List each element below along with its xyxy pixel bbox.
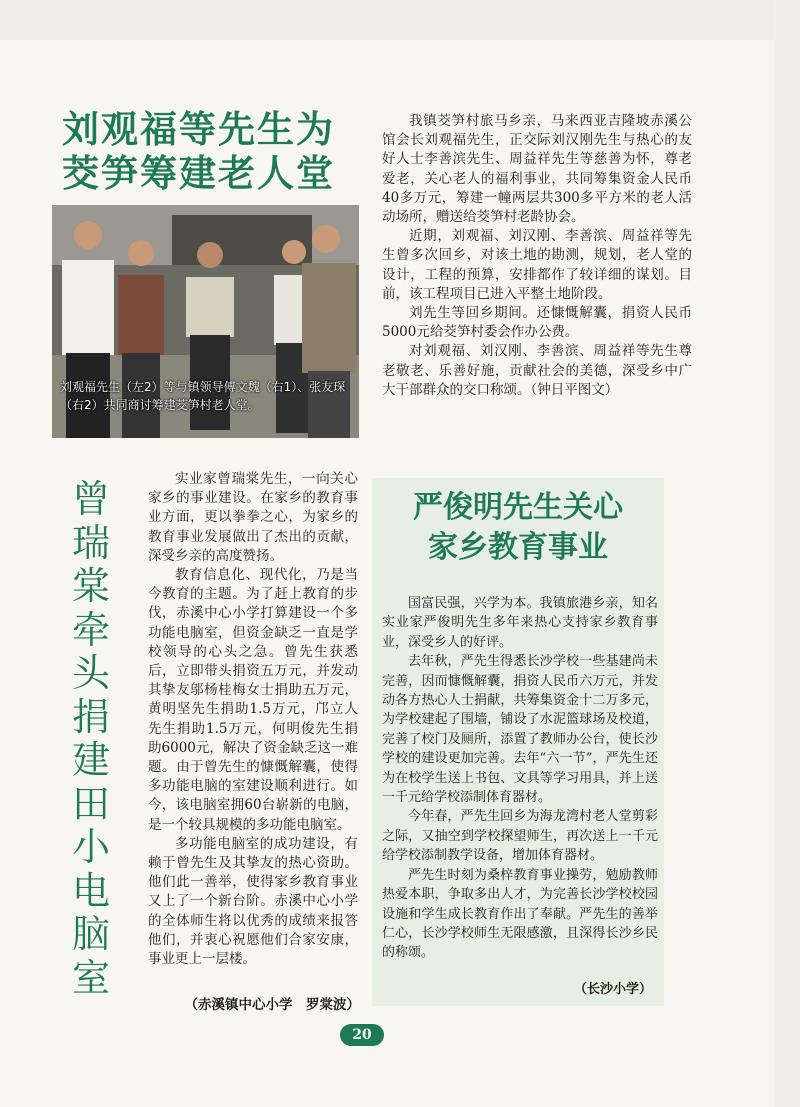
article3-paragraph: 去年秋，严先生得悉长沙学校一些基建尚未完善，因而慷慨解囊，捐资人民币六万元，并发动各方热心人士捐献，共筹集资金十二万多元，为学校建起了围墙，铺设了水泥篮球场及校道，完善了校门及厕所，添置了教师办公台，使长沙学校的建设更加完善。去年“六一节”，严先生还为在校学生送上书包、文具等学习用具，并上送一千元给学校添制体育器材。 [382, 654, 658, 806]
article3-paragraph: 今年春，严先生回乡为海龙湾村老人堂剪彩之际，又抽空到学校探望师生，再次送上一千元给学校添制教学设备，增加体育器材。 [382, 809, 658, 864]
article3-body [382, 594, 658, 963]
article2-title-char: 瑞 [71, 520, 110, 565]
article2-title-char: 曾 [71, 477, 110, 521]
article1-title-line: 茭笋筹建老人堂 [62, 152, 335, 195]
article3-paragraph: 国富民强，兴学为本。我镇旅港乡亲，知名实业家严俊明先生多年来热心支持家乡教育事业，深受乡人的好评。 [382, 596, 658, 650]
article1-body [382, 112, 692, 400]
article2-title-char: 小 [71, 825, 110, 869]
article1-title-line: 刘观福等先生为 [62, 108, 335, 151]
article3-signature: （长沙小学） [573, 982, 652, 997]
article3-title [372, 488, 664, 568]
article1-title [62, 108, 362, 196]
article1-paragraph: 近期，刘观福、刘汉刚、李善滨、周益祥等先生曾多次回乡，对该土地的勘测，规划，老人堂的设计，工程的预算，安排都作了较详细的谋划。目前，该工程项目已进入平整土地阶段。 [382, 228, 692, 302]
page-right-band [774, 0, 800, 1107]
article2-paragraph: 教育信息化、现代化，乃是当今教育的主题。为了赶上教育的步伐，赤溪中心小学打算建设一个多功能电脑室，但资金缺乏一直是学校领导的心头之急。曾先生获悉后，立即带头捐资五万元，并发动其挚友邬杨桂梅女士捐助五万元，黄明坚先生捐助1.5万元，邝立人先生捐助1.5万元，何明俊先生捐助6000元，解决了资金缺乏这一难题。由于曾先生的慷慨解囊，使得多功能电脑的室建设顺利进行。如今，该电脑室拥60台崭新的电脑，是一个较具规模的多功能电脑室。 [148, 567, 358, 833]
article2-title-char: 电 [71, 868, 110, 913]
article2-signature: （赤溪镇中心小学 罗棠波） [184, 997, 360, 1013]
article2-title-char: 头 [71, 651, 110, 695]
article2-title-char: 脑 [71, 912, 110, 956]
article2-title-char: 捐 [71, 694, 110, 739]
article2-paragraph: 多功能电脑室的成功建设，有赖于曾先生及其挚友的热心资助。他们此一善举，使得家乡教育事业又上了一个新台阶。赤溪中心小学的全体师生将以优秀的成绩来报答他们，并衷心祝愿他们合家安康，事业更上一层楼。 [148, 835, 358, 968]
article2-body [148, 470, 358, 969]
article1-paragraph: 对刘观福、刘汉刚、李善滨、周益祥等先生尊老敬老、乐善好施，贡献社会的美德，深受乡中广大干部群众的交口称颂。（钟日平图文） [382, 343, 692, 398]
article1-paragraph: 我镇茭笋村旅马乡亲，马来西亚吉隆坡赤溪公馆会长刘观福先生，正交际刘汉刚先生与热心的友好人士李善滨先生、周益祥先生等慈善为怀，尊老爱老，关心老人的福利事业，共同筹集资金人民币40多万元，筹建一幢两层共300多平方米的老人活动场所，赠送给茭笋村老龄协会。 [382, 113, 692, 226]
article3-title-line: 严俊明先生关心 [413, 490, 623, 525]
article3-paragraph: 严先生时刻为桑梓教育事业操劳，勉励教师热爱本职，争取多出人才，为完善长沙学校校园设施和学生成长教育作出了奉献。严先生的善举仁心，长沙学校师生无限感激，且深得长沙乡民的称颂。 [382, 867, 658, 961]
article2-title-char: 建 [71, 738, 110, 782]
article1-paragraph: 刘先生等回乡期间。还慷慨解囊，捐资人民币5000元给茭笋村委会作办公费。 [382, 305, 692, 341]
page-number: 20 [340, 1024, 384, 1046]
article1-photo-caption: 刘观福先生（左2）等与镇领导傅文魏（右1）、张友琛（右2）共同商讨筹建茭笋村老人堂。 [60, 380, 346, 412]
article2-title-char: 室 [71, 955, 110, 1000]
article2-vertical-title [66, 478, 116, 1000]
article2-title-char: 牵 [71, 607, 110, 652]
article2-title-char: 田 [71, 781, 110, 826]
article3-title-line: 家乡教育事业 [428, 530, 608, 565]
article2-title-char: 棠 [71, 564, 110, 608]
article2-paragraph: 实业家曾瑞棠先生，一向关心家乡的事业建设。在家乡的教育事业方面，更以拳拳之心，为家乡的教育事业发展做出了杰出的贡献，深受乡亲的高度赞扬。 [148, 471, 358, 564]
page-top-band [0, 0, 800, 40]
